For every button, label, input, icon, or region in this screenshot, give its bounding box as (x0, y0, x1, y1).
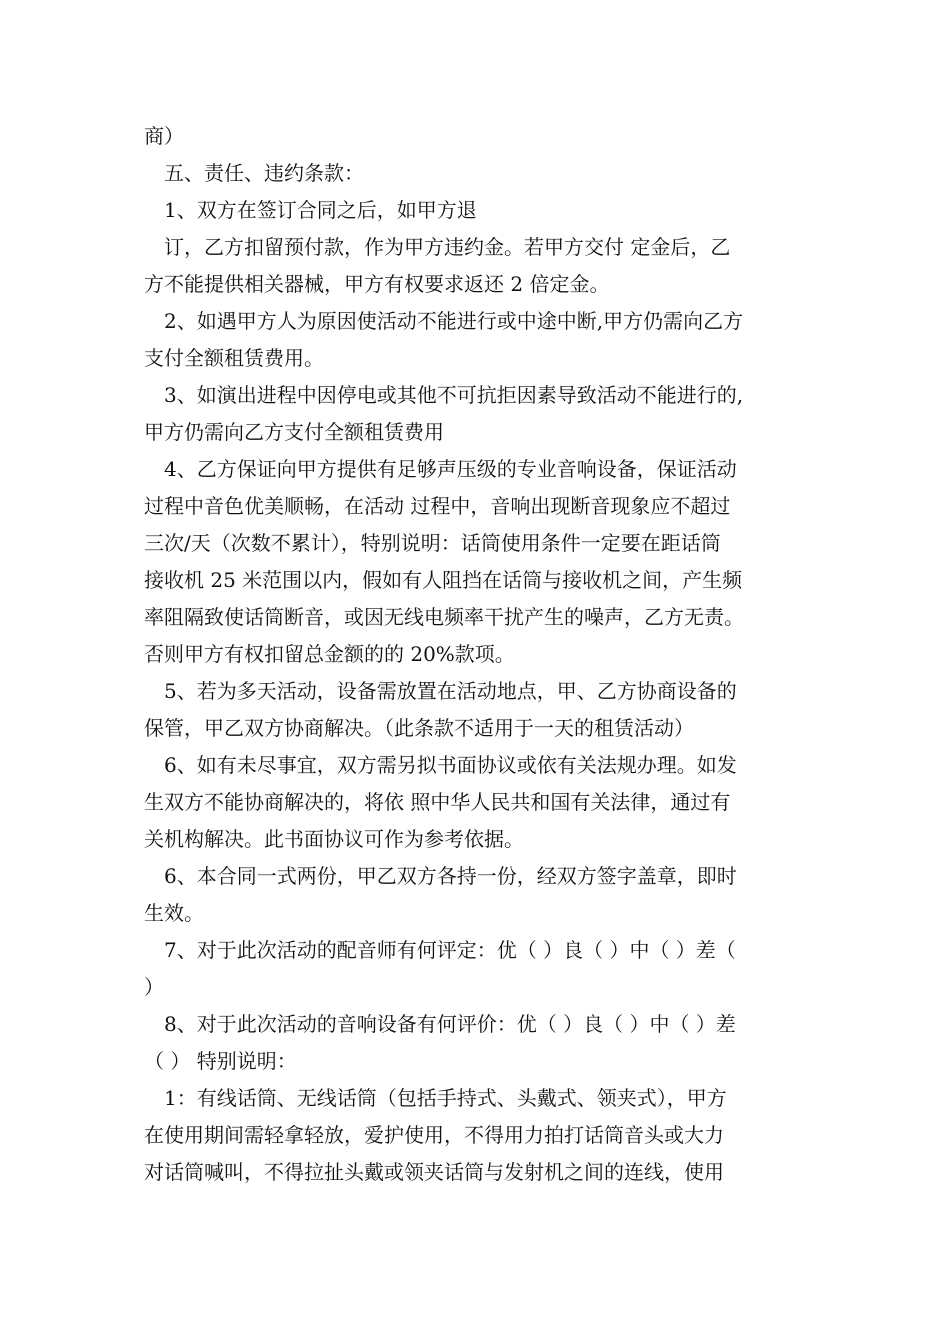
text-line: 2、如遇甲方人为原因使活动不能进行或中途中断,甲方仍需向乙方 (144, 309, 744, 333)
text-line: 支付全额租赁费用。 (144, 346, 324, 370)
text-line: 订，乙方扣留预付款，作为甲方违约金。若甲方交付 定金后，乙 (144, 235, 731, 259)
text-line: 方不能提供相关器械，甲方有权要求返还 2 倍定金。 (144, 272, 610, 296)
section-heading: 五、责任、违约条款： (144, 161, 364, 185)
text-line: 生效。 (144, 901, 204, 925)
contract-body (144, 118, 824, 1191)
text-line: ） (144, 975, 164, 999)
text-line: （ ） 特别说明： (144, 1049, 297, 1073)
text-line: 三次/天（次数不累计），特别说明：话筒使用条件一定要在距话筒 (144, 531, 721, 555)
text-line: 否则甲方有权扣留总金额的的 20%款项。 (144, 642, 515, 666)
text-line: 1：有线话筒、无线话筒（包括手持式、头戴式、领夹式），甲方 (144, 1086, 727, 1110)
text-line: 甲方仍需向乙方支付全额租赁费用 (144, 420, 444, 444)
text-line: 4、乙方保证向甲方提供有足够声压级的专业音响设备，保证活动 (144, 457, 737, 481)
text-line: 6、如有未尽事宜，双方需另拟书面协议或依有关法规办理。如发 (144, 753, 737, 777)
text-line: 关机构解决。此书面协议可作为参考依据。 (144, 827, 524, 851)
text-line: 对话筒喊叫，不得拉扯头戴或领夹话筒与发射机之间的连线，使用 (144, 1160, 724, 1184)
text-line: 8、对于此次活动的音响设备有何评价：优（ ）良（ ）中（ ）差 (144, 1012, 736, 1036)
text-line: 7、对于此次活动的配音师有何评定：优（ ）良（ ）中（ ）差（ (144, 938, 736, 962)
text-line: 接收机 25 米范围以内，假如有人阻挡在话筒与接收机之间，产生频 (144, 568, 743, 592)
text-line: 6、本合同一式两份，甲乙双方各持一份，经双方签字盖章，即时 (144, 864, 737, 888)
text-line: 3、如演出进程中因停电或其他不可抗拒因素导致活动不能进行的, (144, 383, 744, 407)
text-line: 保管，甲乙双方协商解决。（此条款不适用于一天的租赁活动） (144, 716, 694, 740)
text-line: 1、双方在签订合同之后，如甲方退 (144, 198, 477, 222)
text-line: 5、若为多天活动，设备需放置在活动地点，甲、乙方协商设备的 (144, 679, 737, 703)
text-line: 生双方不能协商解决的，将依 照中华人民共和国有关法律，通过有 (144, 790, 731, 814)
text-line: 在使用期间需轻拿轻放，爱护使用，不得用力拍打话筒音头或大力 (144, 1123, 724, 1147)
text-line: 率阻隔致使话筒断音，或因无线电频率干扰产生的噪声，乙方无责。 (144, 605, 744, 629)
text-line: 商） (144, 124, 184, 148)
text-line: 过程中音色优美顺畅，在活动 过程中，音响出现断音现象应不超过 (144, 494, 731, 518)
